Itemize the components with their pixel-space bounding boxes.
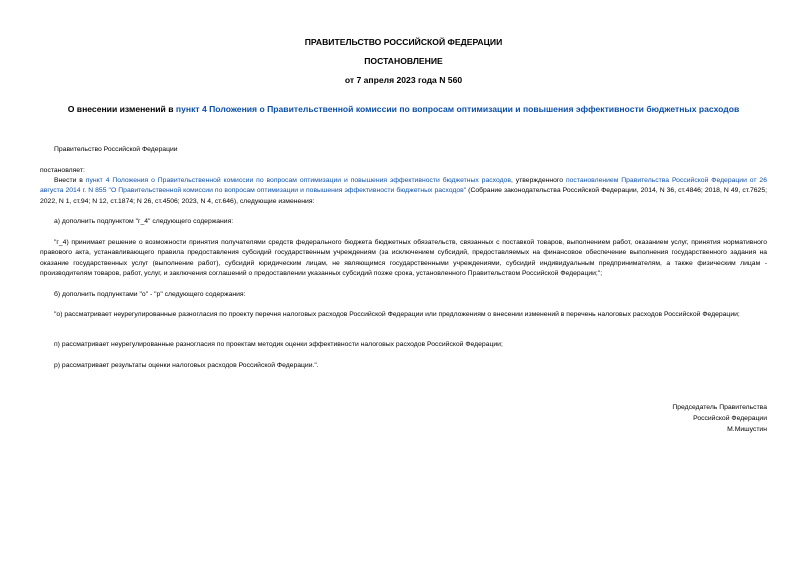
paragraph-r: р) рассматривает результаты оценки налоговых расходов Российской Федерации.". bbox=[54, 362, 319, 369]
decrees-line: постановляет: bbox=[40, 167, 85, 174]
signature-org: Российской Федерации bbox=[693, 415, 767, 422]
intro-line: Правительство Российской Федерации bbox=[54, 146, 178, 153]
signature-title: Председатель Правительства bbox=[672, 404, 767, 411]
document-date-number: от 7 апреля 2023 года N 560 bbox=[344, 75, 463, 85]
document-type: ПОСТАНОВЛЕНИЕ bbox=[364, 56, 443, 66]
paragraph-amendments bbox=[40, 176, 767, 207]
paragraph-subpoint-b: б) дополнить подпунктами "о" - "р" следующего содержания: bbox=[54, 291, 246, 298]
paragraph-amendments-end: (Собрание законодательства Российской Федерации, 2014, N 36, ст.4846; 2018, N 49, ст.7625; 2022, N 1, ст.94; N 12, ст.1874; N 26, ст.4506; 2023, N 4, ст.646), следующие изменения: bbox=[40, 187, 767, 205]
signature-name: М.Мишустин bbox=[727, 426, 767, 433]
paragraph-o: "о) рассматривает неурегулированные разногласия по проекту перечня налоговых расходов Российской Федерации или предложениям о внесении изменений в перечень налоговых расходов Российской Федерации; bbox=[54, 311, 740, 318]
document-title-prefix: О внесении изменений в bbox=[67, 104, 176, 114]
paragraph-amendments-start: Внести в bbox=[54, 177, 86, 184]
paragraph-p: п) рассматривает неурегулированные разногласия по проектам методик оценки эффективности налоговых расходов Российской Федерации; bbox=[54, 341, 503, 348]
paragraph-subpoint-a: а) дополнить подпунктом "г_4" следующего содержания: bbox=[54, 218, 234, 225]
paragraph-g4: "г_4) принимает решение о возможности принятия получателями средств федерального бюджета бюджетных обязательств, связанных с поставкой товаров, выполнением работ, оказанием услуг, принятия нормативного правового акта, устанавливающего правила предоставления субсидий государственным учреждениям (за исключением субсидий, предоставляемых на финансовое обеспечение выполнения государственного задания на оказание государственных услуг (выполнение работ), субсидий юридическим лицам, не являющимся государственными учреждениями, субсидий индивидуальным предпринимателям, а также физическим лицам - производителям товаров, работ, услуг, и заключения соглашений о предоставлении указанных субсидий позже срока, установленного Правительством Российской Федерации;"; bbox=[40, 239, 767, 278]
regulation-point-link[interactable]: пункт 4 Положения о Правительственной комиссии по вопросам оптимизации и повышения эффективности бюджетных расходов bbox=[85, 177, 511, 184]
paragraph-amendments-middle: , утвержденного bbox=[510, 177, 566, 184]
document-title-link[interactable]: пункт 4 Положения о Правительственной комиссии по вопросам оптимизации и повышения эффективности бюджетных расходов bbox=[175, 104, 740, 114]
decree-855-link[interactable]: постановлением Правительства Российской Федерации от 26 августа 2014 г. N 855 "О Правительственной комиссии по вопросам оптимизации и повышения эффективности бюджетных расходов" bbox=[40, 177, 767, 195]
government-heading: ПРАВИТЕЛЬСТВО РОССИЙСКОЙ ФЕДЕРАЦИИ bbox=[304, 37, 503, 47]
document-title bbox=[40, 104, 767, 115]
